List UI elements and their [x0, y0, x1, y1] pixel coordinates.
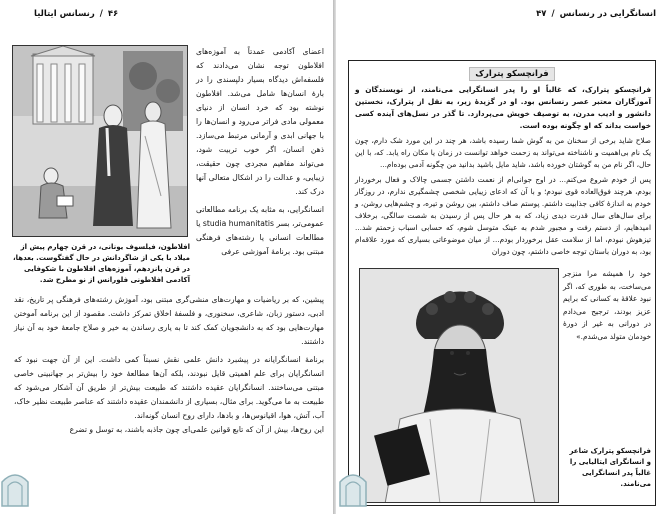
- right-page: [336, 0, 670, 514]
- humanism-paragraph: انسانگرایی، به مثابه یک برنامه مطالعاتی عمومی‌تر، بسر studia humanitatis یا مطالعات انسانی یا رشته‌های فرهنگی مبتنی بود. برنامهٔ آموزشی عرفی: [196, 205, 324, 256]
- left-page-number: ۴۶: [107, 9, 119, 19]
- left-page: [0, 0, 334, 514]
- academy-column: [196, 45, 324, 259]
- left-running-head: رنسانس ایتالیا: [34, 9, 95, 19]
- box-paragraph-2: پس از خودم شروع می‌کنم... در اوج جوانی‌ام از نعمت داشتن جسمی چالاک و فعال برخوردار بودم، هرچند فوق‌العاده قوی نبودم؛ و با آن که ادعای زیبایی شخصی چشمگیری ندارم، در روزگار خودم به اندازهٔ کافی جذابیت داشتم. پوستم صاف داشتم، بین روشن و تیره، و چشم‌هایی روشن، و برای سال‌های سال قدرت دیدی زیاد، که به هر حال پس از رسیدن به شصت سالگی، برخلاف امیدهایم، از دستم رفت و مجبور شدم به عینک متوسل شوم، که حسابی اسباب زحمتم شد... تیزهوش نبودم، اما از سلامت عقل برخوردار بودم... از میان موضوعاتی بسیاری که مورد علاقه‌ام بود، به دوران باستان توجه خاصی داشتم، چون دوران: [355, 175, 651, 256]
- box-body: [355, 84, 651, 258]
- box-continuation: [563, 268, 651, 343]
- right-running-header: انسانگرایی در رنسانس / ۴۷: [536, 9, 656, 19]
- plato-figure-caption: افلاطون، فیلسوف یونانی، در قرن چهارم پیش از میلاد با یکی از شاگردانش در حال گفتگوست. بعدها، در قرن پانزدهم، آموزه‌های افلاطون با شکوفایی آکادمی افلاطونی فلورانس از نو مطرح شد.: [12, 243, 190, 284]
- box-title: فرانچسکو پترارک: [469, 67, 555, 81]
- petrarch-portrait-caption: فرانچسکو پترارک شاعر و انسانگرای ایتالیایی را غالباً پدر انسانگرایی می‌نامند.: [569, 447, 651, 488]
- library-seal-icon: [338, 470, 368, 508]
- petrarch-portrait: [359, 268, 559, 503]
- box-side-paragraph: خود را همیشه مرا منزجر می‌ساخت، به طوری که، اگر نبود علاقهٔ به کسانی که برایم عزیز بودند، ترجیح می‌دادم در دورانی به غیر از دورهٔ خودمان متولد می‌شدم.»: [563, 269, 651, 341]
- library-seal-icon: [0, 470, 30, 508]
- science-paragraph: برنامهٔ انسانگرایانه در پیشبرد دانش علمی نقش نسبتاً کمی داشت. این از آن جهت نبود که انسانگرایان برای علم اهمیتی قایل نبودند، بلکه آن‌ها مطالعهٔ خود را بیش‌تر بر جهانبینی خاصی مبتنی می‌ساختند. انسانگرایان عقیده داشتند که طبیعت بیش‌تر از طریق آن آشکار می‌شود که طبیعت به ما می‌گوید. برای مثال، بسیاری از دانشمندان عقیده داشتند که عناصر طبیعت نظیر خاک، آب، آتش، هوا، اقیانوس‌ها، و بادها، دارای روح انسان گونه‌اند.: [14, 355, 324, 420]
- petrarch-sidebar-box: [348, 60, 656, 506]
- box-paragraph-1: صلاح شاید برخی از سخنان من به گوش شما رسیده باشد، هر چند در این مورد شک دارم، چون یک نام بی‌اهمیت و ناشناخته می‌تواند به زحمت خواهد توانست در زمان یا مکان راه یابد. که، با این حال، اگر نام من به گوشتان خورده باشد، شاید مایل باشید بدانید من چگونه آدمی بوده‌ام...: [355, 136, 651, 169]
- academy-paragraph: اعضای آکادمی عمدتاً به آموزه‌های افلاطون توجه نشان می‌دادند که فلسفه‌اش دیدگاه بسیار دلپسندی را در بارهٔ انسان‌ها شامل می‌شد. افلاطون نوشته بود که خرد انسان از دنیای معمولی مادی فراتر می‌رود و انسان‌ها را با جهانی ابدی و آرمانی مرتبط می‌سازد. ذهن انسان، اگر خوب تربیت شود، می‌تواند مفاهیم مجردی چون حقیقت، زیبایی، و عدالت را در اشکال متعالی آنها درک کند.: [196, 47, 324, 196]
- left-body-text: [14, 293, 324, 437]
- left-running-header: ۴۶ / رنسانس ایتالیا: [34, 9, 119, 19]
- right-running-head: انسانگرایی در رنسانس: [559, 9, 656, 19]
- box-intro: فرانچسکو پترارک، که غالباً او را پدر انسانگرایی می‌نامند، از نویسندگان و آموزگاران معتبر عصر رنسانس بود. او در گزیدهٔ زیر، به نقل از پترارک، نخستین دانشور و ادیب مدرن، به توصیف خویش می‌پردازد. تا گذر در نسل‌های آینده کسی خواست بداند که او چگونه بوده است.: [355, 85, 651, 130]
- curriculum-paragraph: پیشین، که بر ریاضیات و مهارت‌های منشی‌گری مبتنی بود، آموزش رشته‌های فرهنگی پر تاریخ، نقد ادبی، دستور زبان، شاعری، سخنوری، و فلسفهٔ اخلاق تمرکز داشت. مقصود از این برنامه آموختن مهارت‌هایی بود که به دانشجویان کمک کند تا به یاری رساندن به خیر و صلاح جامعهٔ خود به آن نیاز داشتند.: [14, 295, 324, 346]
- spirits-paragraph: این روح‌ها، بیش از آن که تابع قوانین علمی‌ای چون جاذبه باشند، به توسل و تضرع: [69, 425, 324, 434]
- plato-illustration: [12, 45, 188, 237]
- right-page-number: ۴۷: [536, 9, 547, 19]
